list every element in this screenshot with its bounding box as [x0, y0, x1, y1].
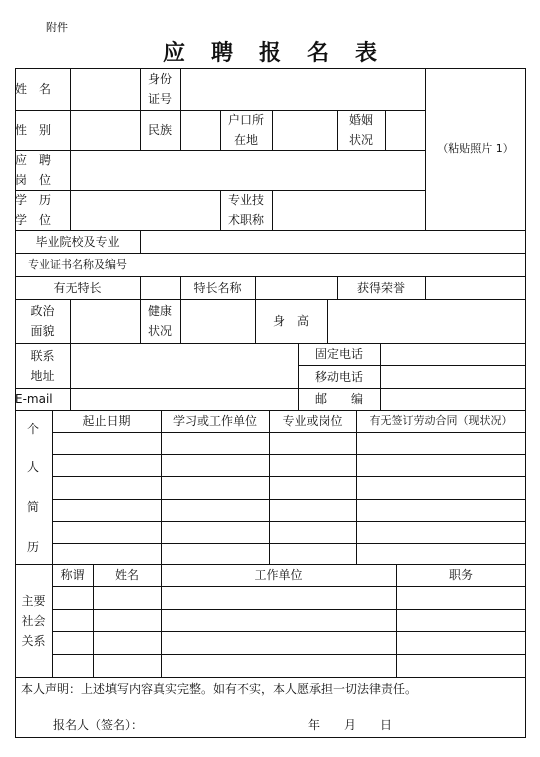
marriage-label: 婚姻 状况: [348, 113, 373, 147]
grid-line: [15, 677, 526, 678]
name-field[interactable]: [70, 68, 140, 110]
has-specialty-field[interactable]: [140, 276, 180, 299]
education-field[interactable]: [70, 190, 220, 230]
grid-line: [52, 654, 526, 655]
social-header-name: 姓名: [114, 568, 139, 582]
ethnicity-field[interactable]: [180, 110, 220, 150]
health-status-field[interactable]: [180, 299, 255, 343]
social-header-duty: 职务: [448, 568, 473, 582]
attachment-label: 附件: [46, 21, 68, 34]
photo-placeholder: （粘贴照片 1）: [437, 142, 514, 155]
education-label: 学 历 学 位: [15, 193, 52, 227]
landline-label: 固定电话: [314, 347, 363, 361]
resume-header-organization: 学习或工作单位: [172, 414, 257, 428]
grid-line: [52, 609, 526, 610]
resume-side-char-4: 历: [26, 540, 39, 554]
ethnicity-label: 民族: [147, 123, 172, 137]
resume-header-contract: 有无签订劳动合同（现状况）: [369, 414, 513, 427]
resume-side-char-1: 个: [26, 422, 39, 436]
height-label: 身 高: [272, 314, 309, 328]
health-status-label: 健康 状况: [147, 304, 172, 338]
social-relations-label: 主要 社会 关系: [21, 593, 46, 648]
honors-field[interactable]: [425, 276, 526, 299]
honors-label: 获得荣誉: [356, 280, 405, 295]
email-field[interactable]: [70, 388, 298, 410]
marriage-field[interactable]: [385, 110, 425, 150]
specialty-name-field[interactable]: [255, 276, 337, 299]
gender-field[interactable]: [70, 110, 140, 150]
grid-line: [52, 631, 526, 632]
postcode-label: 邮 编: [314, 392, 363, 406]
signer-label: 报名人（签名）：: [53, 718, 144, 732]
position-field[interactable]: [70, 150, 425, 190]
address-label: 联系 地址: [30, 348, 55, 383]
grid-line: [52, 586, 526, 587]
resume-side-char-3: 简: [26, 500, 39, 514]
professional-title-field[interactable]: [272, 190, 425, 230]
id-number-label: 身份 证号: [147, 72, 172, 106]
name-label: 姓 名: [15, 82, 52, 96]
hukou-field[interactable]: [272, 110, 337, 150]
address-field[interactable]: [70, 343, 298, 388]
postcode-field[interactable]: [380, 388, 526, 410]
resume-side-char-2: 人: [26, 460, 39, 474]
grid-line: [269, 410, 270, 564]
grid-line: [52, 454, 526, 455]
mobile-label: 移动电话: [314, 369, 363, 384]
school-major-label: 毕业院校及专业: [35, 234, 120, 249]
grid-line: [356, 410, 357, 564]
grid-line: [52, 499, 526, 500]
social-header-relation: 称谓: [60, 568, 85, 582]
gender-label: 性 别: [15, 123, 52, 137]
professional-title-label: 专业技 术职称: [227, 193, 264, 227]
grid-line: [52, 476, 526, 477]
certificate-field[interactable]: [140, 253, 526, 276]
specialty-name-label: 特长名称: [193, 280, 242, 295]
signature-field[interactable]: [155, 712, 295, 734]
grid-line: [161, 410, 162, 564]
certificate-label: 专业证书名称及编号: [28, 257, 127, 271]
grid-line: [52, 410, 53, 564]
position-label: 应 聘 岗 位: [15, 153, 52, 187]
grid-line: [52, 432, 526, 433]
email-label: E-mail: [15, 392, 53, 406]
social-header-workplace: 工作单位: [254, 568, 303, 582]
resume-header-major-post: 专业或岗位: [282, 414, 343, 428]
id-number-field[interactable]: [180, 68, 425, 110]
form-title: 应聘报名表: [162, 40, 403, 66]
landline-field[interactable]: [380, 343, 526, 365]
declaration-statement: 本人声明：上述填写内容真实完整。如有不实，本人愿承担一切法律责任。: [21, 682, 418, 696]
hukou-label: 户口所 在地: [227, 113, 264, 147]
signature-date: 年 月 日: [308, 718, 393, 732]
grid-line: [52, 543, 526, 544]
grid-line: [52, 521, 526, 522]
political-status-field[interactable]: [70, 299, 140, 343]
registration-form-table: [15, 68, 526, 738]
mobile-field[interactable]: [380, 365, 526, 388]
height-field[interactable]: [327, 299, 526, 343]
resume-header-dates: 起止日期: [82, 414, 131, 428]
political-status-label: 政治 面貌: [30, 304, 55, 338]
school-major-field[interactable]: [140, 230, 526, 253]
has-specialty-label: 有无特长: [53, 280, 102, 295]
